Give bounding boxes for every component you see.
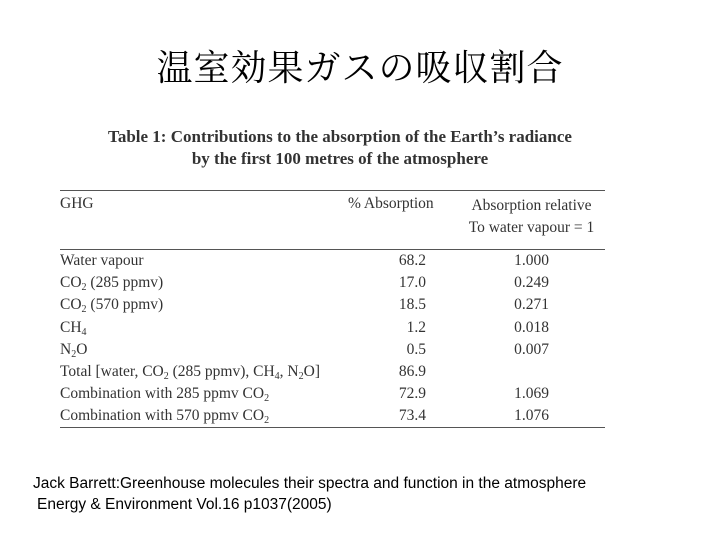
table-caption-line1: Table 1: Contributions to the absorption of the Earth’s radiance	[108, 127, 572, 146]
cell-gas: $CO_2$ (570 ppmv)	[60, 296, 164, 316]
header-ghg: GHG	[60, 195, 94, 212]
cell-gas: Combination with 570 ppmv $CO_2$	[60, 407, 270, 427]
table-row	[60, 250, 605, 272]
header-relative-line1: Absorption relative	[471, 197, 592, 214]
table-caption-line2: by the first 100 metres of the atmosphere	[191, 149, 489, 168]
cell-gas: $CO_2$ (285 ppmv)	[60, 273, 164, 293]
table-row	[60, 316, 605, 338]
cell-relative-absorption: 0.018	[514, 318, 549, 336]
table-row	[60, 383, 605, 405]
table-row	[60, 272, 605, 294]
cell-relative-absorption: 0.271	[514, 296, 549, 314]
cell-gas: $CH_4$	[60, 318, 87, 338]
header-relative-line2: To water vapour = 1	[468, 219, 595, 236]
cell-percent-absorption: 72.9	[398, 385, 426, 403]
absorption-table	[60, 190, 605, 428]
source-citation	[33, 473, 586, 515]
cell-percent-absorption: 17.0	[398, 273, 426, 291]
cell-gas: Water vapour	[60, 251, 144, 269]
table-row	[60, 361, 605, 383]
header-percent-absorption: % Absorption	[348, 195, 434, 212]
cell-relative-absorption	[458, 361, 605, 383]
cell-relative-absorption: 1.069	[514, 385, 549, 403]
table-caption	[60, 126, 620, 170]
header-relative-absorption	[458, 191, 605, 250]
table-row	[60, 339, 605, 361]
table-row	[60, 294, 605, 316]
table-row	[60, 406, 605, 428]
source-line1: Jack Barrett:Greenhouse molecules their spectra and function in the atmosphere	[33, 475, 587, 492]
source-line2: Energy & Environment Vol.16 p1037(2005)	[37, 496, 332, 513]
table-header-row	[60, 191, 605, 250]
cell-gas: Combination with 285 ppmv $CO_2$	[60, 385, 270, 405]
cell-percent-absorption: 0.5	[406, 340, 426, 358]
cell-percent-absorption: 18.5	[398, 296, 426, 314]
cell-percent-absorption: 1.2	[406, 318, 426, 336]
cell-relative-absorption: 1.076	[514, 407, 549, 425]
cell-percent-absorption: 86.9	[398, 363, 426, 381]
cell-percent-absorption: 68.2	[398, 251, 426, 269]
slide-title: 温室効果ガスの吸収割合	[156, 48, 564, 89]
cell-relative-absorption: 0.249	[514, 273, 549, 291]
cell-relative-absorption: 1.000	[514, 251, 549, 269]
cell-percent-absorption: 73.4	[398, 407, 426, 425]
cell-relative-absorption: 0.007	[514, 340, 549, 358]
cell-gas: $N_2O$	[60, 340, 88, 360]
cell-gas: Total [water, $CO_2$ (285 ppmv), $CH_4$, $N_2O$]	[60, 363, 320, 383]
